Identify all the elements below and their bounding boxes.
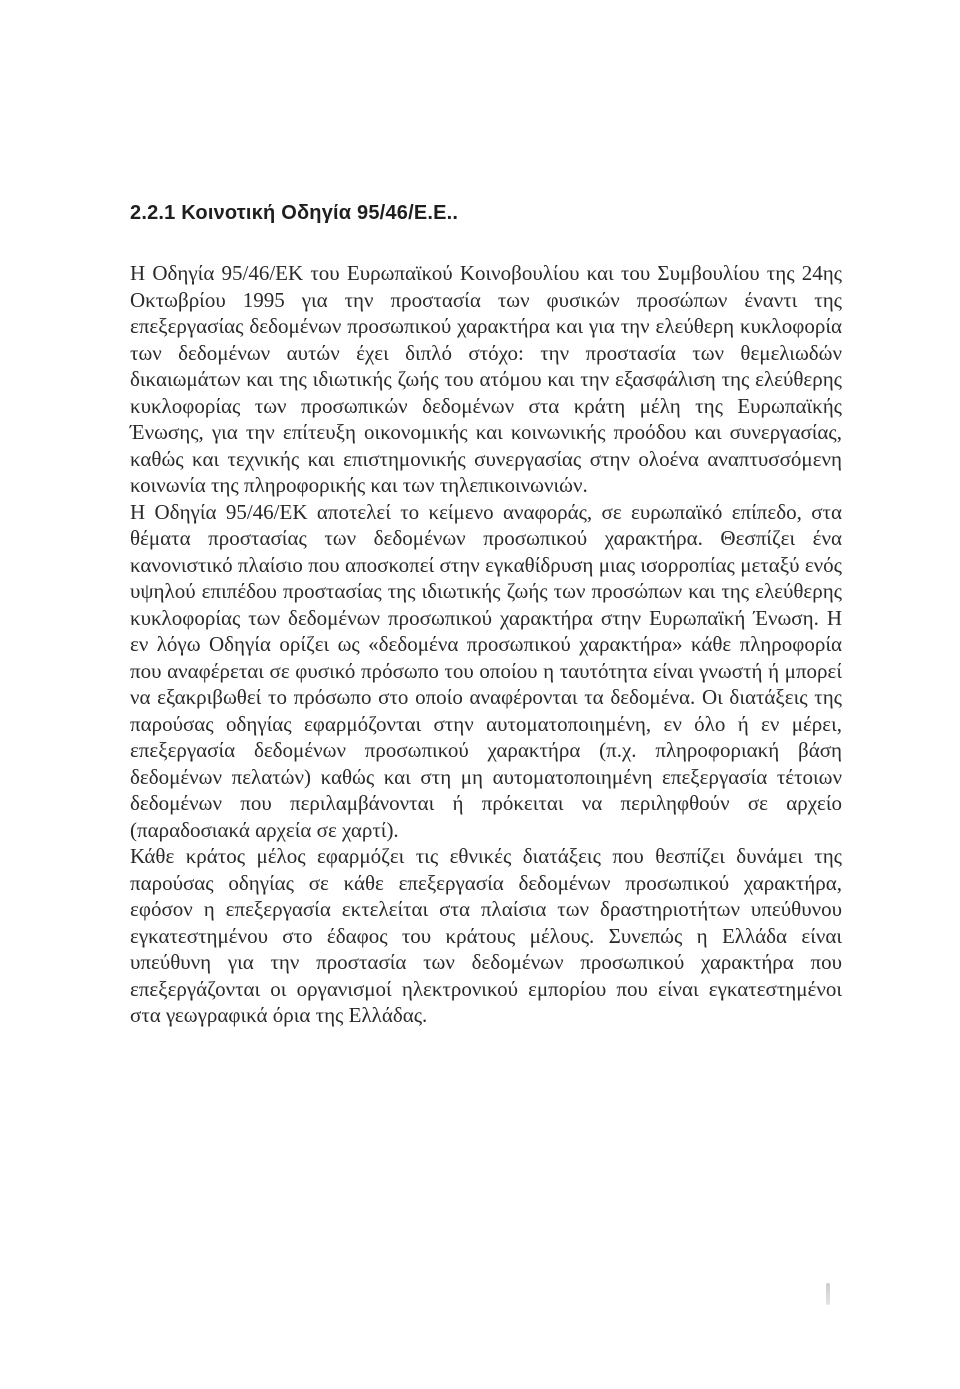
- section-heading: 2.2.1 Κοινοτική Οδηγία 95/46/Ε.Ε..: [130, 202, 459, 224]
- body-text: [130, 260, 842, 1029]
- paragraph-1: Η Οδηγία 95/46/ΕΚ του Ευρωπαϊκού Κοινοβουλίου και του Συμβουλίου της 24ης Οκτωβρίου 1995 για την προστασία των φυσικών προσώπων έναντι της επεξεργασίας δεδομένων προσωπικού χαρακτήρα και για την ελεύθερη κυκλοφορία των δεδομένων αυτών έχει διπλό στόχο: την προστασία των θεμελιωδών δικαιωμάτων και της ιδιωτικής ζωής του ατόμου και την εξασφάλιση της ελεύθερης κυκλοφορίας των προσωπικών δεδομένων στα κράτη μέλη της Ευρωπαϊκής Ένωσης, για την επίτευξη οικονομικής και κοινωνικής προόδου και συνεργασίας, καθώς και τεχνικής και επιστημονικής συνεργασίας στην ολοένα αναπτυσσόμενη κοινωνία της πληροφορικής και των τηλεπικοινωνιών.: [130, 261, 842, 497]
- scan-artifact: [826, 1283, 830, 1305]
- paragraph-2: Η Οδηγία 95/46/ΕΚ αποτελεί το κείμενο αναφοράς, σε ευρωπαϊκό επίπεδο, στα θέματα προστασίας των δεδομένων προσωπικού χαρακτήρα. Θεσπίζει ένα κανονιστικό πλαίσιο που αποσκοπεί στην εγκαθίδρυση μιας ισορροπίας μεταξύ ενός υψηλού επιπέδου προστασίας της ιδιωτικής ζωής των προσώπων και της ελεύθερης κυκλοφορίας των δεδομένων προσωπικού χαρακτήρα στην Ευρωπαϊκή Ένωση. Η εν λόγω Οδηγία ορίζει ως «δεδομένα προσωπικού χαρακτήρα» κάθε πληροφορία που αναφέρεται σε φυσικό πρόσωπο του οποίου η ταυτότητα είναι γνωστή ή μπορεί να εξακριβωθεί το πρόσωπο στο οποίο αναφέρονται τα δεδομένα. Οι διατάξεις της παρούσας οδηγίας εφαρμόζονται στην αυτοματοποιημένη, εν όλο ή εν μέρει, επεξεργασία δεδομένων προσωπικού χαρακτήρα (π.χ. πληροφοριακή βάση δεδομένων πελατών) καθώς και στη μη αυτοματοποιημένη επεξεργασία τέτοιων δεδομένων που περιλαμβάνονται ή πρόκειται να περιληφθούν σε αρχείο (παραδοσιακά αρχεία σε χαρτί).: [130, 499, 842, 842]
- paragraph-3: Κάθε κράτος μέλος εφαρμόζει τις εθνικές διατάξεις που θεσπίζει δυνάμει της παρούσας οδηγίας σε κάθε επεξεργασία δεδομένων προσωπικού χαρακτήρα, εφόσον η επεξεργασία εκτελείται στα πλαίσια των δραστηριοτήτων υπεύθυνου εγκατεστημένου στο έδαφος του κράτους μέλους. Συνεπώς η Ελλάδα είναι υπεύθυνη για την προστασία των δεδομένων προσωπικού χαρακτήρα που επεξεργάζονται οι οργανισμοί ηλεκτρονικού εμπορίου που είναι εγκατεστημένοι στα γεωγραφικά όρια της Ελλάδας.: [130, 844, 842, 1027]
